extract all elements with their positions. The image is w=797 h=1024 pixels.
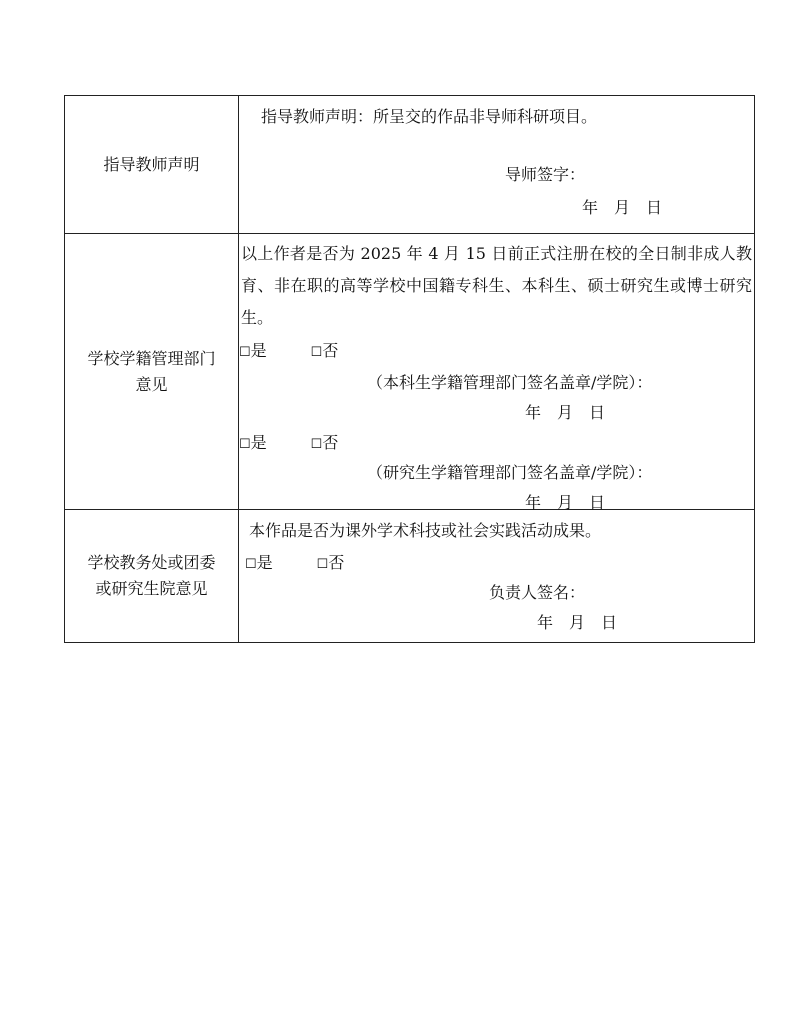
- graduate-yes-label: 是: [250, 433, 267, 452]
- graduate-options: [239, 430, 338, 453]
- checkbox-icon: ☐: [245, 557, 257, 572]
- registry-label-line2: 意见: [135, 374, 168, 394]
- registry-row: [65, 234, 755, 510]
- checkbox-icon: ☐: [239, 345, 251, 360]
- academic-label: [65, 510, 239, 643]
- undergrad-no-label: 否: [322, 341, 339, 360]
- academic-label-line2: 或研究生院意见: [95, 579, 208, 598]
- checkbox-icon: ☐: [239, 437, 251, 452]
- checkbox-icon: ☐: [316, 557, 329, 572]
- graduate-no-label: 否: [322, 433, 339, 452]
- academic-content: [239, 510, 755, 643]
- academic-no-label: 否: [328, 553, 345, 572]
- academic-signature-label[interactable]: 负责人签名：: [489, 583, 586, 602]
- review-form-table: [64, 95, 755, 643]
- graduate-stamp-label[interactable]: （研究生学籍管理部门签名盖章/学院）：: [367, 463, 653, 482]
- academic-date[interactable]: 年 月 日: [537, 613, 618, 632]
- graduate-date[interactable]: 年 月 日: [525, 493, 606, 512]
- academic-options: [245, 550, 344, 573]
- advisor-row: [65, 96, 755, 234]
- graduate-no-checkbox[interactable]: [311, 430, 339, 453]
- checkbox-icon: ☐: [310, 345, 323, 360]
- academic-question: 本作品是否为课外学术科技或社会实践活动成果。: [249, 521, 602, 540]
- registry-label: [65, 234, 239, 510]
- undergrad-options: [239, 338, 338, 361]
- advisor-signature-label[interactable]: 导师签字：: [505, 165, 586, 184]
- academic-yes-checkbox[interactable]: [245, 550, 273, 573]
- academic-label-line1: 学校教务处或团委: [87, 553, 216, 572]
- advisor-label: [65, 96, 239, 234]
- undergrad-no-checkbox[interactable]: [311, 338, 339, 361]
- undergrad-stamp-label[interactable]: （本科生学籍管理部门签名盖章/学院）：: [367, 373, 653, 392]
- academic-row: [65, 510, 755, 643]
- undergrad-date[interactable]: 年 月 日: [525, 403, 606, 422]
- academic-yes-label: 是: [256, 553, 273, 572]
- registry-label-line1: 学校学籍管理部门: [87, 348, 216, 368]
- advisor-date[interactable]: 年 月 日: [582, 198, 663, 217]
- advisor-label-text: 指导教师声明: [103, 154, 200, 174]
- registry-question: 以上作者是否为 2025 年 4 月 15 日前正式注册在校的全日制非成人教育、非在职的高等学校中国籍专科生、本科生、硕士研究生或博士研究生。: [241, 244, 752, 327]
- advisor-statement: 指导教师声明：所呈交的作品非导师科研项目。: [261, 107, 598, 126]
- undergrad-yes-label: 是: [250, 341, 267, 360]
- academic-no-checkbox[interactable]: [317, 550, 345, 573]
- checkbox-icon: ☐: [310, 437, 323, 452]
- advisor-content: [239, 96, 755, 234]
- registry-content: [239, 234, 755, 510]
- undergrad-yes-checkbox[interactable]: [239, 338, 267, 361]
- graduate-yes-checkbox[interactable]: [239, 430, 267, 453]
